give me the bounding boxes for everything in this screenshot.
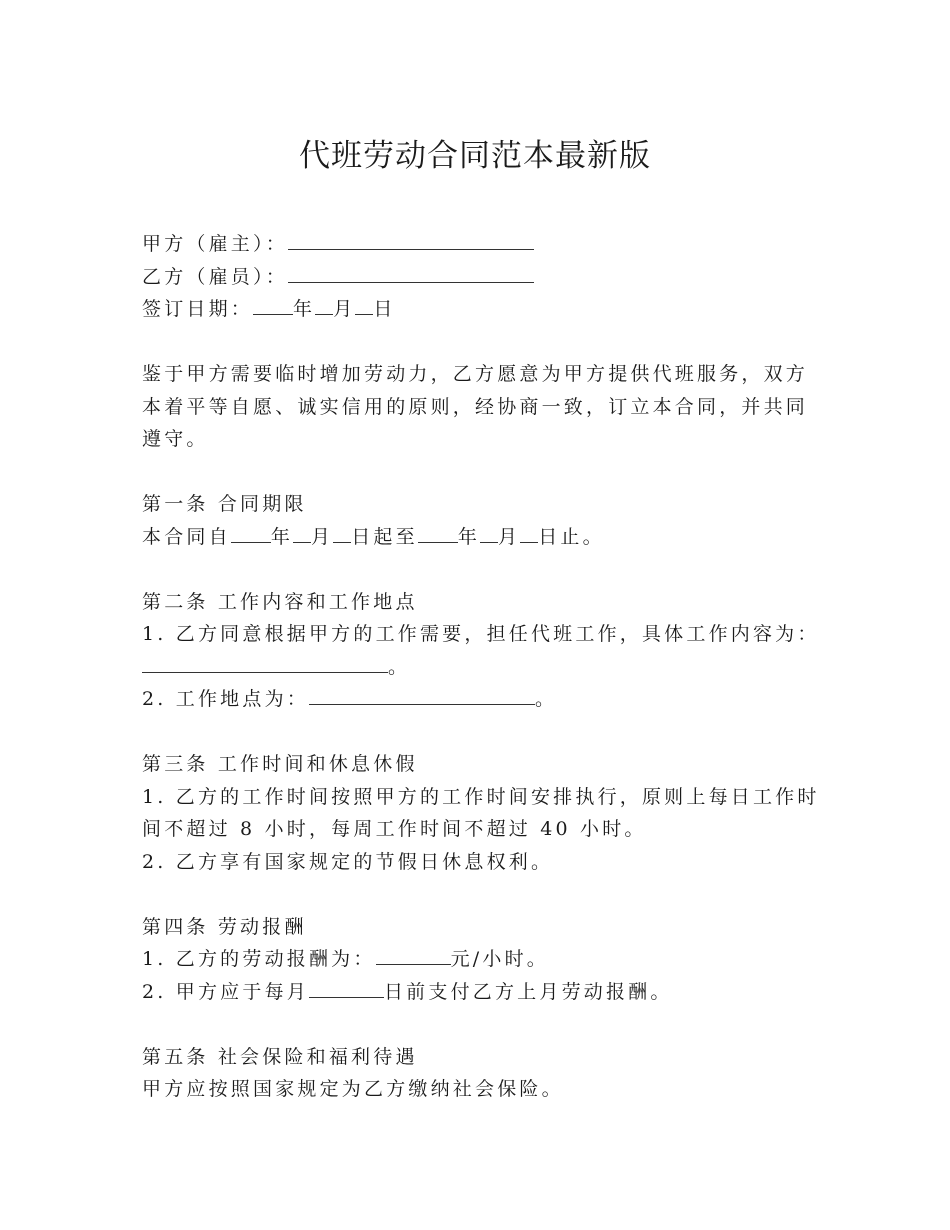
start-year-label: 年 — [270, 525, 294, 548]
article-2-item-1: 1. 乙方同意根据甲方的工作需要，担任代班工作，具体工作内容为： — [142, 623, 820, 645]
pay-rate-unit: 元/小时。 — [450, 948, 549, 970]
start-month-label: 月 — [311, 525, 334, 548]
article-2-item-2 — [142, 683, 822, 716]
end-year-label: 年 — [457, 525, 481, 548]
party-a-line — [142, 228, 822, 261]
article-2-heading: 第二条 工作内容和工作地点 — [142, 590, 418, 613]
article-4-item-2 — [142, 976, 822, 1009]
sign-date-label: 签订日期： — [142, 298, 254, 320]
article-4-heading: 第四条 劳动报酬 — [142, 915, 307, 938]
party-b-line — [142, 261, 822, 294]
preamble-line-3: 遵守。 — [142, 428, 209, 450]
party-a-label: 甲方（雇主）： — [142, 233, 288, 255]
pay-rate-label: 1. 乙方的劳动报酬为： — [142, 948, 376, 970]
start-year-blank — [231, 524, 271, 543]
item-2-end: 。 — [534, 688, 558, 710]
term-mid-label: 日起至 — [351, 525, 418, 548]
year-label: 年 — [293, 298, 316, 320]
start-month-blank — [293, 524, 311, 543]
article-2-item-1-blank-line — [142, 651, 822, 684]
party-b-label: 乙方（雇员）： — [142, 265, 288, 288]
article-5-heading: 第五条 社会保险和福利待遇 — [142, 1045, 418, 1068]
article-4-item-1 — [142, 943, 822, 976]
sign-day-blank — [355, 296, 373, 315]
preamble-line-1: 鉴于甲方需要临时增加劳动力，乙方愿意为甲方提供代班服务，双方 — [142, 363, 809, 385]
article-3-heading: 第三条 工作时间和休息休假 — [142, 753, 418, 775]
term-start-label: 本合同自 — [142, 525, 231, 548]
pay-day-end: 日前支付乙方上月劳动报酬。 — [383, 980, 673, 1003]
work-content-blank — [142, 654, 388, 673]
end-year-blank — [418, 524, 458, 543]
pay-day-blank — [309, 979, 384, 998]
start-day-blank — [333, 524, 351, 543]
article-1-text — [142, 521, 822, 554]
party-a-blank — [288, 231, 534, 250]
article-3-item-2: 2. 乙方享有国家规定的节假日休息权利。 — [142, 850, 554, 873]
pay-rate-blank — [376, 946, 451, 965]
article-1-heading: 第一条 合同期限 — [142, 493, 307, 515]
preamble-line-2: 本着平等自愿、诚实信用的原则，经协商一致，订立本合同，并共同 — [142, 395, 809, 418]
document-body — [142, 228, 822, 1106]
work-location-label: 2. 工作地点为： — [142, 688, 309, 710]
article-5-text: 甲方应按照国家规定为乙方缴纳社会保险。 — [142, 1078, 564, 1100]
article-3-item-1-line-1: 1. 乙方的工作时间按照甲方的工作时间安排执行，原则上每日工作时 — [142, 785, 820, 808]
pay-day-label: 2. 甲方应于每月 — [142, 980, 309, 1003]
sign-month-blank — [315, 296, 333, 315]
end-month-blank — [480, 524, 498, 543]
document-title: 代班劳动合同范本最新版 — [299, 138, 651, 174]
month-label: 月 — [333, 298, 356, 320]
end-month-label: 月 — [498, 525, 521, 548]
end-day-blank — [520, 524, 538, 543]
work-location-blank — [309, 686, 535, 705]
term-end-label: 日止。 — [538, 525, 605, 548]
day-label: 日 — [373, 298, 396, 320]
sign-date-line — [142, 293, 822, 326]
article-3-item-1-line-2: 间不超过 8 小时，每周工作时间不超过 40 小时。 — [142, 818, 647, 840]
party-b-blank — [288, 264, 534, 283]
item-1-end: 。 — [388, 655, 411, 678]
sign-year-blank — [253, 296, 293, 315]
